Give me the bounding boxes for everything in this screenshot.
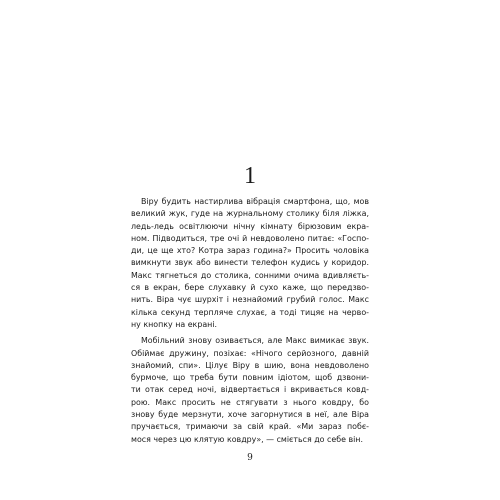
text-line: Мобільний знову озивається, але Макс вимикає звук. [141,336,369,346]
paragraph-2 [131,335,369,446]
text-line: Обіймає дружину, позіхає: «Нічого серйозного, давній [131,348,369,358]
text-line: вимкнути звук або винести телефон кудись у коридор. [131,258,369,268]
text-line: ном. Підводиться, тре очі й невдоволено питає: «Госпо- [131,233,369,243]
text-line: пручається, тримаючи за свій край. «Ми зараз побє- [131,422,369,432]
text-line: знайомий, спи». Цілує Віру в шию, вона невдоволено [131,360,369,370]
text-line: ся в екран, бере слухавку й сухо каже, що передзво- [131,283,369,293]
text-line: ну кнопку на екрані. [131,319,218,329]
text-line: бурмоче, що треба бути повним ідіотом, щоб дзвони- [131,373,369,383]
paragraph-1 [131,196,369,331]
text-line: знову буде мерзнути, хоче загорнутися в неї, але Віра [131,410,369,420]
text-line: Макс тягнеться до столика, сонними очима вдивляєть- [131,270,369,280]
body-text [131,196,369,446]
text-line: мося через цю клятую ковдру», — сміється до себе він. [131,434,363,444]
text-line: великий жук, гуде на журнальному столику біля ліжка, [131,209,369,219]
text-line: рою. Макс просить не стягувати з нього ковдру, бо [131,397,369,407]
text-line: ледь-ледь освітлюючи нічну кімнату бірюзовим екра- [131,221,369,231]
text-line: Віру будить настирлива вібрація смартфона, що, мов [141,197,369,206]
chapter-number: 1 [244,163,256,189]
text-line: ди, це ще хто? Котра зараз година?» Просить чоловіка [131,246,369,256]
text-line: нить. Віра чує шурхіт і незнайомий грубий голос. Макс [131,295,369,305]
text-line: ти отак серед ночі, відвертається і вкривається ковд- [131,385,369,395]
page-number: 9 [247,453,253,463]
text-line: кілька секунд терпляче слухає, а тоді тицяє на черво- [131,307,369,317]
